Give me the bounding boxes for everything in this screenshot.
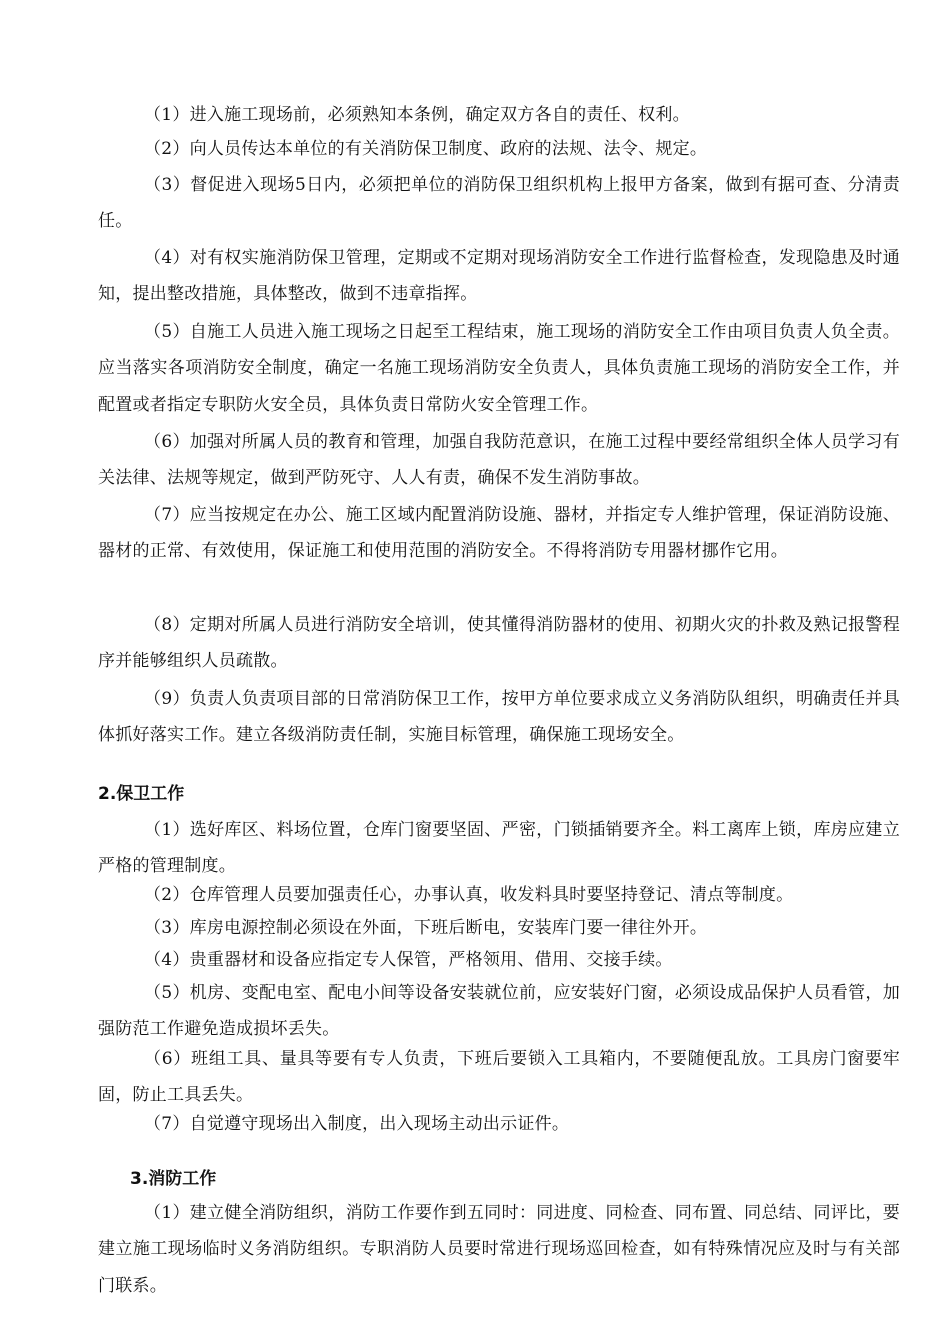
paragraph-2-2: （2）仓库管理人员要加强责任心，办事认真，收发料具时要坚持登记、清点等制度。 xyxy=(144,885,794,905)
section-2-heading: 2.保卫工作 xyxy=(98,784,185,804)
paragraph-2-6: （6）班组工具、量具等要有专人负责，下班后要锁入工具箱内，不要随便乱放。工具房门窗要牢固，防止工具丢失。 xyxy=(98,1049,900,1106)
section-3-heading: 3.消防工作 xyxy=(130,1169,217,1189)
paragraph-1-3: （3）督促进入现场5日内，必须把单位的消防保卫组织机构上报甲方备案，做到有据可查、分清责任。 xyxy=(98,175,900,232)
paragraph-1-8: （8）定期对所属人员进行消防安全培训，使其懂得消防器材的使用、初期火灾的扑救及熟记报警程序并能够组织人员疏散。 xyxy=(98,615,900,672)
paragraph-1-9: （9）负责人负责项目部的日常消防保卫工作，按甲方单位要求成立义务消防队组织，明确责任并具体抓好落实工作。建立各级消防责任制，实施目标管理，确保施工现场安全。 xyxy=(98,689,900,746)
paragraph-2-5: （5）机房、变配电室、配电小间等设备安装就位前，应安装好门窗，必须设成品保护人员看管，加强防范工作避免造成损坏丢失。 xyxy=(98,983,900,1040)
paragraph-1-7: （7）应当按规定在办公、施工区域内配置消防设施、器材，并指定专人维护管理，保证消防设施、器材的正常、有效使用，保证施工和使用范围的消防安全。不得将消防专用器材挪作它用。 xyxy=(98,505,900,562)
paragraph-1-1: （1）进入施工现场前，必须熟知本条例，确定双方各自的责任、权利。 xyxy=(144,105,690,125)
paragraph-1-2: （2）向人员传达本单位的有关消防保卫制度、政府的法规、法令、规定。 xyxy=(144,139,708,159)
paragraph-3-1: （1）建立健全消防组织，消防工作要作到五同时：同进度、同检查、同布置、同总结、同评比，要建立施工现场临时义务消防组织。专职消防人员要时常进行现场巡回检查，如有特殊情况应及时与有关部门联系。 xyxy=(98,1203,900,1296)
paragraph-1-4: （4）对有权实施消防保卫管理，定期或不定期对现场消防安全工作进行监督检查，发现隐患及时通知，提出整改措施，具体整改，做到不违章指挥。 xyxy=(98,248,900,305)
paragraph-2-4: （4）贵重器材和设备应指定专人保管，严格领用、借用、交接手续。 xyxy=(144,950,673,970)
paragraph-1-5: （5）自施工人员进入施工现场之日起至工程结束，施工现场的消防安全工作由项目负责人负全责。应当落实各项消防安全制度，确定一名施工现场消防安全负责人，具体负责施工现场的消防安全工作，并配置或者指定专职防火安全员，具体负责日常防火安全管理工作。 xyxy=(98,322,900,415)
paragraph-2-1: （1）选好库区、料场位置，仓库门窗要坚固、严密，门锁插销要齐全。料工离库上锁，库房应建立严格的管理制度。 xyxy=(98,820,900,877)
paragraph-2-7: （7）自觉遵守现场出入制度，出入现场主动出示证件。 xyxy=(144,1114,570,1134)
paragraph-2-3: （3）库房电源控制必须设在外面，下班后断电，安装库门要一律往外开。 xyxy=(144,918,708,938)
paragraph-1-6: （6）加强对所属人员的教育和管理，加强自我防范意识，在施工过程中要经常组织全体人员学习有关法律、法规等规定，做到严防死守、人人有责，确保不发生消防事故。 xyxy=(98,432,900,489)
